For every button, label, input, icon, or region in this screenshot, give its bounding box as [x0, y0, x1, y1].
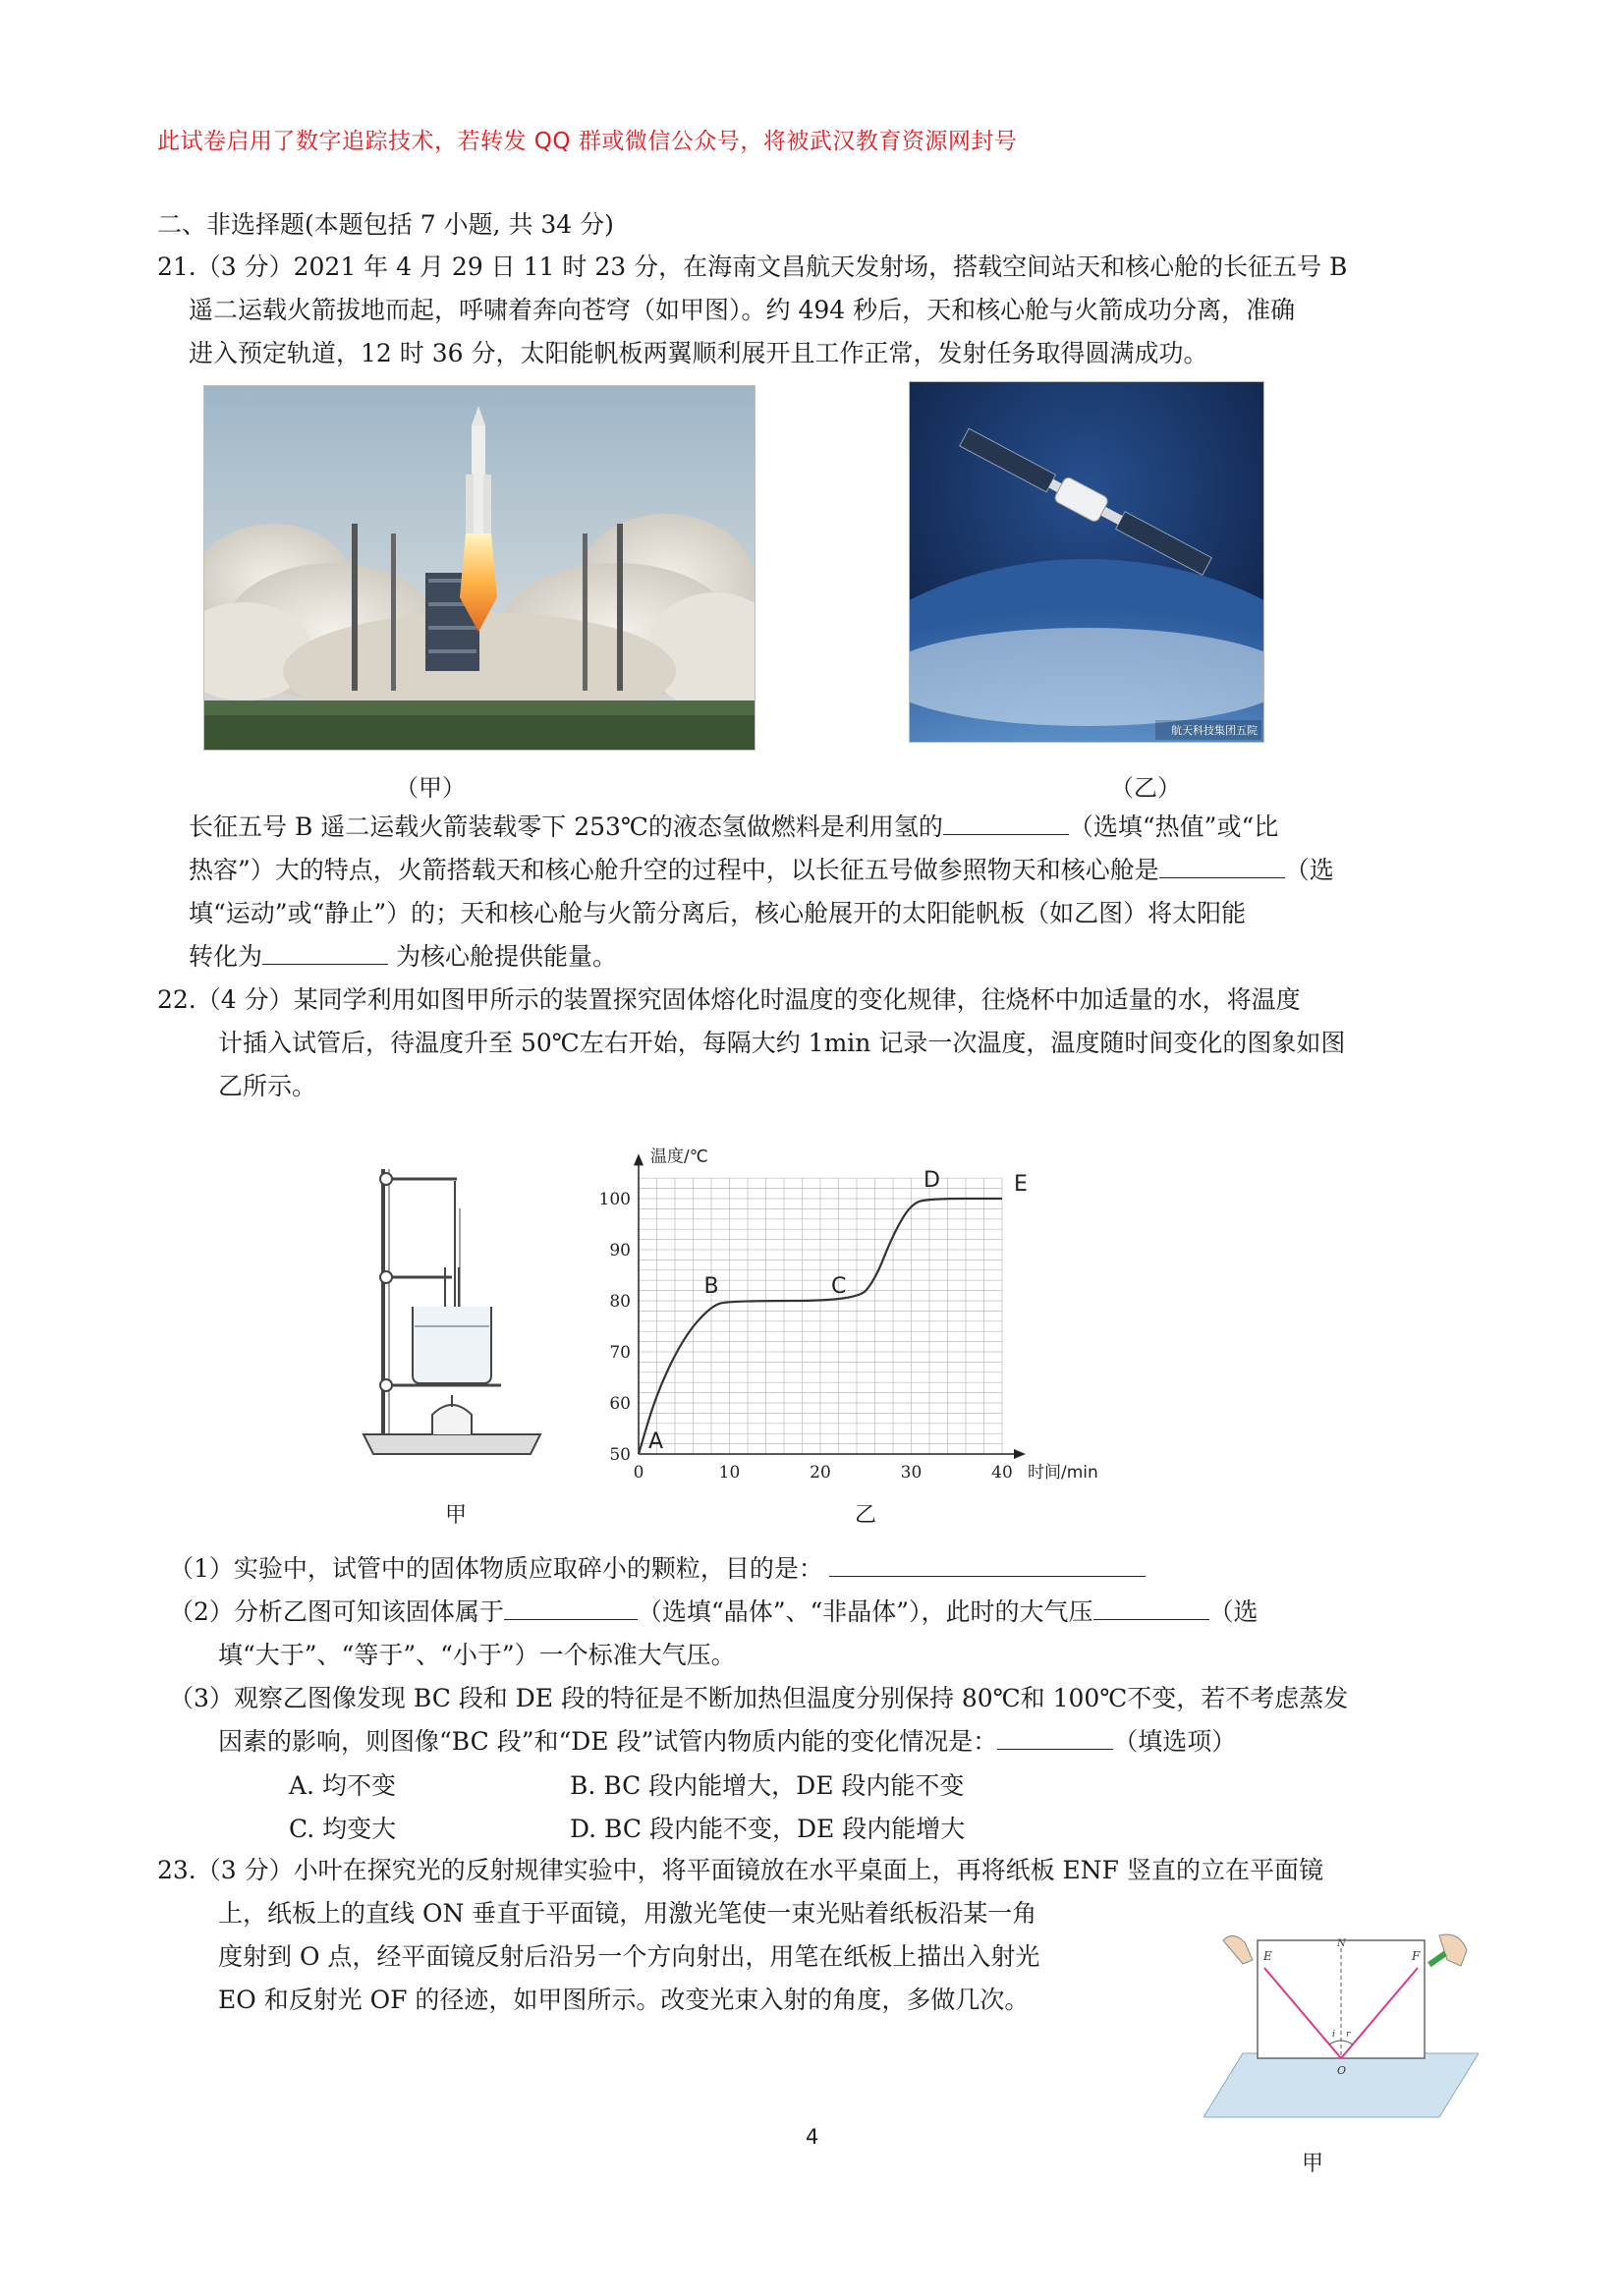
q22-line-2: 计插入试管后，待温度升至 50℃左右开始，每隔大约 1min 记录一次温度，温度随时间变化的图象如图 [218, 1029, 1346, 1057]
q22-line-1: 22.（4 分）某同学利用如图甲所示的装置探究固体熔化时温度的变化规律，往烧杯中加适量的水，将温度 [157, 985, 1301, 1014]
blank-heat-value[interactable] [943, 809, 1069, 835]
blank-pressure[interactable] [1093, 1594, 1209, 1620]
blank-purpose[interactable] [829, 1550, 1146, 1577]
chart-svg [580, 1130, 1149, 1493]
figure-label-jia: 甲 [445, 1503, 468, 1528]
figure-label-yi: 乙 [855, 1503, 877, 1528]
point-label-c: C [831, 1274, 847, 1299]
label-e: E [1263, 1949, 1272, 1963]
option-a[interactable]: A. 均不变 [289, 1771, 396, 1800]
q21-line-1: 21.（3 分）2021 年 4 月 29 日 11 时 23 分，在海南文昌航天发射场，搭载空间站天和核心舱的长征五号 B [157, 252, 1348, 281]
y-tick-label: 70 [609, 1343, 631, 1363]
q22-part-2: （2）分析乙图可知该固体属于 （选填“晶体”、“非晶体”），此时的大气压 （选 [169, 1591, 1259, 1634]
q23-line-2: 上，纸板上的直线 ON 垂直于平面镜，用激光笔使一束光贴着纸板沿某一角 [218, 1899, 1037, 1928]
label-i: i [1332, 2030, 1335, 2040]
y-tick-label: 60 [609, 1394, 631, 1414]
x-tick-label: 30 [900, 1463, 923, 1483]
q23-figure-label: 甲 [1302, 2152, 1324, 2176]
blank-motion-state[interactable] [1159, 852, 1285, 878]
y-axis-label: 温度/℃ [650, 1147, 708, 1167]
x-tick-label: 10 [718, 1463, 741, 1483]
label-r: r [1346, 2030, 1351, 2040]
watermark-warning: 此试卷启用了数字追踪技术，若转发 QQ 群或微信公众号，将被武汉教育资源网封号 [157, 129, 1018, 154]
q22-part-3: （3）观察乙图像发现 BC 段和 DE 段的特征是不断加热但温度分别保持 80℃和 100℃不变，若不考虑蒸发 [169, 1684, 1349, 1712]
photo-caption-jia: （甲） [395, 774, 466, 802]
svg-text:航天科技集团五院: 航天科技集团五院 [1171, 724, 1258, 737]
point-label-b: B [703, 1274, 719, 1299]
space-station-photo [909, 381, 1264, 743]
x-axis-label: 时间/min [1028, 1463, 1098, 1483]
section-title: 二、非选择题(本题包括 7 小题, 共 34 分) [157, 210, 614, 239]
q23-line-3: 度射到 O 点，经平面镜反射后沿另一个方向射出，用笔在纸板上描出入射光 [218, 1942, 1040, 1971]
q21-question-line-4: 转化为 为核心舱提供能量。 [189, 935, 617, 979]
label-f: F [1412, 1949, 1421, 1963]
label-o: O [1337, 2064, 1347, 2077]
blank-crystal-type[interactable] [504, 1594, 638, 1620]
q23-line-1: 23.（3 分）小叶在探究光的反射规律实验中，将平面镜放在水平桌面上，再将纸板 ENF 竖直的立在平面镜 [157, 1856, 1323, 1884]
label-n: N [1337, 1938, 1346, 1949]
q22-part-1: （1）实验中，试管中的固体物质应取碎小的颗粒，目的是： [169, 1547, 1146, 1591]
page-number: 4 [806, 2125, 819, 2149]
q21-question-line-3: 填“运动”或“静止”）的；天和核心舱与火箭分离后，核心舱展开的太阳能帆板（如乙图）将太阳能 [189, 899, 1247, 927]
y-tick-label: 100 [598, 1190, 631, 1209]
y-tick-label: 90 [609, 1241, 631, 1260]
melting-apparatus-figure [354, 1149, 550, 1484]
q22-part-3-cont: 因素的影响，则图像“BC 段”和“DE 段”试管内物质内能的变化情况是： （填选项） [218, 1720, 1236, 1764]
q21-line-2: 遥二运载火箭拔地而起，呼啸着奔向苍穹（如甲图）。约 494 秒后，天和核心舱与火箭成功分离，准确 [189, 296, 1296, 324]
option-d[interactable]: D. BC 段内能不变，DE 段内能增大 [570, 1815, 966, 1843]
q22-line-3: 乙所示。 [218, 1072, 317, 1100]
rocket-launch-photo [203, 385, 756, 751]
blank-energy-option[interactable] [997, 1723, 1113, 1750]
option-b[interactable]: B. BC 段内能增大，DE 段内能不变 [570, 1771, 965, 1800]
q22-part-2-cont: 填“大于”、“等于”、“小于”）一个标准大气压。 [218, 1641, 736, 1669]
q21-line-3: 进入预定轨道，12 时 36 分，太阳能帆板两翼顺利展开且工作正常，发射任务取得圆满成功。 [189, 339, 1208, 367]
x-tick-label: 40 [991, 1463, 1013, 1483]
y-axis-arrow [634, 1153, 644, 1165]
x-tick-label: 0 [633, 1463, 644, 1483]
q21-question-line-1: 长征五号 B 遥二运载火箭装载零下 253℃的液态氢做燃料是利用氢的 （选填“热值”或“比 [189, 806, 1278, 849]
q23-line-4: EO 和反射光 OF 的径迹，如甲图所示。改变光束入射的角度，多做几次。 [218, 1986, 1030, 2014]
point-label-a: A [648, 1429, 664, 1454]
x-tick-label: 20 [810, 1463, 831, 1483]
option-c[interactable]: C. 均变大 [289, 1815, 397, 1843]
q21-question-line-2: 热容”）大的特点，火箭搭载天和核心舱升空的过程中，以长征五号做参照物天和核心舱是 （选 [189, 849, 1334, 892]
reflection-figure [1203, 1931, 1479, 2137]
x-axis-arrow [1014, 1449, 1026, 1459]
point-label-e: E [1014, 1172, 1028, 1197]
photo-credit [1155, 720, 1261, 740]
temperature-time-chart [580, 1130, 1149, 1493]
y-tick-label: 80 [609, 1292, 631, 1312]
photo-caption-yi: （乙） [1110, 774, 1181, 802]
blank-energy-form[interactable] [262, 938, 388, 965]
y-tick-label: 50 [609, 1445, 631, 1465]
point-label-d: D [923, 1168, 940, 1193]
